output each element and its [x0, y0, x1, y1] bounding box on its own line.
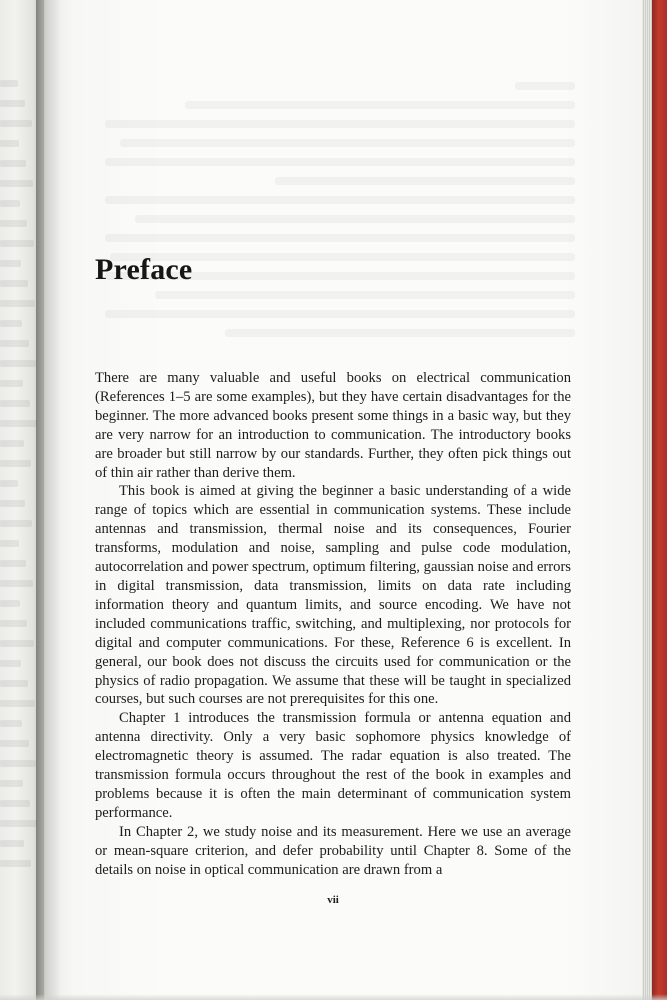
previous-page-bleed-line — [0, 680, 28, 687]
page-stack-edge — [642, 0, 652, 1000]
previous-page-bleed-line — [0, 720, 22, 727]
previous-page-bleed-line — [0, 820, 37, 827]
previous-page-bleed-line — [0, 860, 31, 867]
previous-page-bleed-line — [0, 620, 27, 627]
previous-page-bleed-line — [0, 500, 25, 507]
show-through-line — [105, 234, 575, 242]
previous-page-bleed-line — [0, 120, 32, 127]
show-through-line — [225, 329, 575, 337]
paragraph-1: There are many valuable and useful books on electrical communication (References 1–5 are some examples), but they have certain disadvantages for the beginner. The more advanced books present some things in a basic way, but they are very narrow for an introduction to communication. The introductory books are broader but still narrow by our standards. Further, they often pick things out of thin air rather than derive them. — [95, 370, 571, 481]
previous-page-bleed-line — [0, 420, 37, 427]
paragraph-2: This book is aimed at giving the beginner a basic understanding of a wide range of topics which are essential in communication systems. These include antennas and transmission, thermal noise and its consequences, Fourier transforms, modulation and noise, sampling and pulse code modulation, autocorrelation and power spectrum, optimum filtering, gaussian noise and errors in digital transmission, data transmission, limits on data rate including information theory and quantum limits, and source encoding. We have not included communications traffic, switching, and multiplexing, nor protocols for digital and computer communications. For these, Reference 6 is excellent. In general, our book does not discuss the circuits used for communication or the physics of radio propagation. We assume that these will be taught in specialized courses, but such courses are not prerequisites for this one. — [95, 483, 571, 708]
show-through-line — [105, 196, 575, 204]
previous-page-bleed-line — [0, 840, 24, 847]
previous-page-bleed-line — [0, 280, 28, 287]
show-through-line — [155, 291, 575, 299]
show-through-line — [275, 177, 575, 185]
red-book-cover — [652, 0, 667, 1000]
previous-page-bleed-line — [0, 400, 30, 407]
previous-page-bleed-line — [0, 260, 21, 267]
paragraph-3: Chapter 1 introduces the transmission formula or antenna equation and antenna directivity. Only a very basic sophomore physics knowledge of electromagnetic theory is assumed. The radar equation is also treated. The transmission formula occurs throughout the rest of the book in examples and problems because it is often the main determinant of communication system performance. — [95, 710, 571, 821]
previous-page-bleed-line — [0, 140, 19, 147]
previous-page-bleed-line — [0, 520, 32, 527]
previous-page-bleed-line — [0, 560, 26, 567]
previous-page-bleed-line — [0, 540, 19, 547]
show-through-line — [185, 101, 575, 109]
show-through-line — [105, 158, 575, 166]
previous-page-bleed-line — [0, 380, 23, 387]
previous-page-bleed-line — [0, 580, 33, 587]
book-gutter-shadow — [36, 0, 60, 1000]
show-through-line — [135, 215, 575, 223]
previous-page-bleed-line — [0, 600, 20, 607]
preface-body — [95, 369, 571, 879]
previous-page-bleed-line — [0, 200, 20, 207]
previous-page-bleed-line — [0, 320, 22, 327]
previous-page-bleed-line — [0, 700, 35, 707]
previous-page-bleed-line — [0, 480, 18, 487]
previous-page-bleed-line — [0, 460, 31, 467]
show-through-line — [105, 120, 575, 128]
previous-page-bleed-line — [0, 640, 34, 647]
previous-page-bleed-line — [0, 100, 25, 107]
previous-page-bleed-line — [0, 80, 18, 87]
show-through-line — [515, 82, 575, 90]
previous-page-bleed-line — [0, 360, 36, 367]
previous-page-bleed-line — [0, 300, 35, 307]
show-through-text — [95, 60, 575, 350]
page-number: vii — [327, 894, 339, 906]
previous-page-bleed-line — [0, 660, 21, 667]
previous-page-bleed-line — [0, 180, 33, 187]
show-through-line — [120, 139, 575, 147]
paragraph-4: In Chapter 2, we study noise and its measurement. Here we use an average or mean-square criterion, and defer probability until Chapter 8. Some of the details on noise in optical communication are drawn from a — [95, 823, 571, 878]
previous-page-bleed-line — [0, 740, 29, 747]
previous-page-bleed-line — [0, 220, 27, 227]
page-title: Preface — [95, 253, 193, 286]
previous-page-bleed-line — [0, 440, 24, 447]
show-through-line — [105, 310, 575, 318]
previous-page-bleed-line — [0, 340, 29, 347]
previous-page-bleed-line — [0, 760, 36, 767]
previous-page-bleed-line — [0, 780, 23, 787]
previous-page-bleed-line — [0, 240, 34, 247]
previous-page-bleed-line — [0, 160, 26, 167]
bottom-page-edge — [0, 994, 667, 1000]
previous-page-bleed-line — [0, 800, 30, 807]
